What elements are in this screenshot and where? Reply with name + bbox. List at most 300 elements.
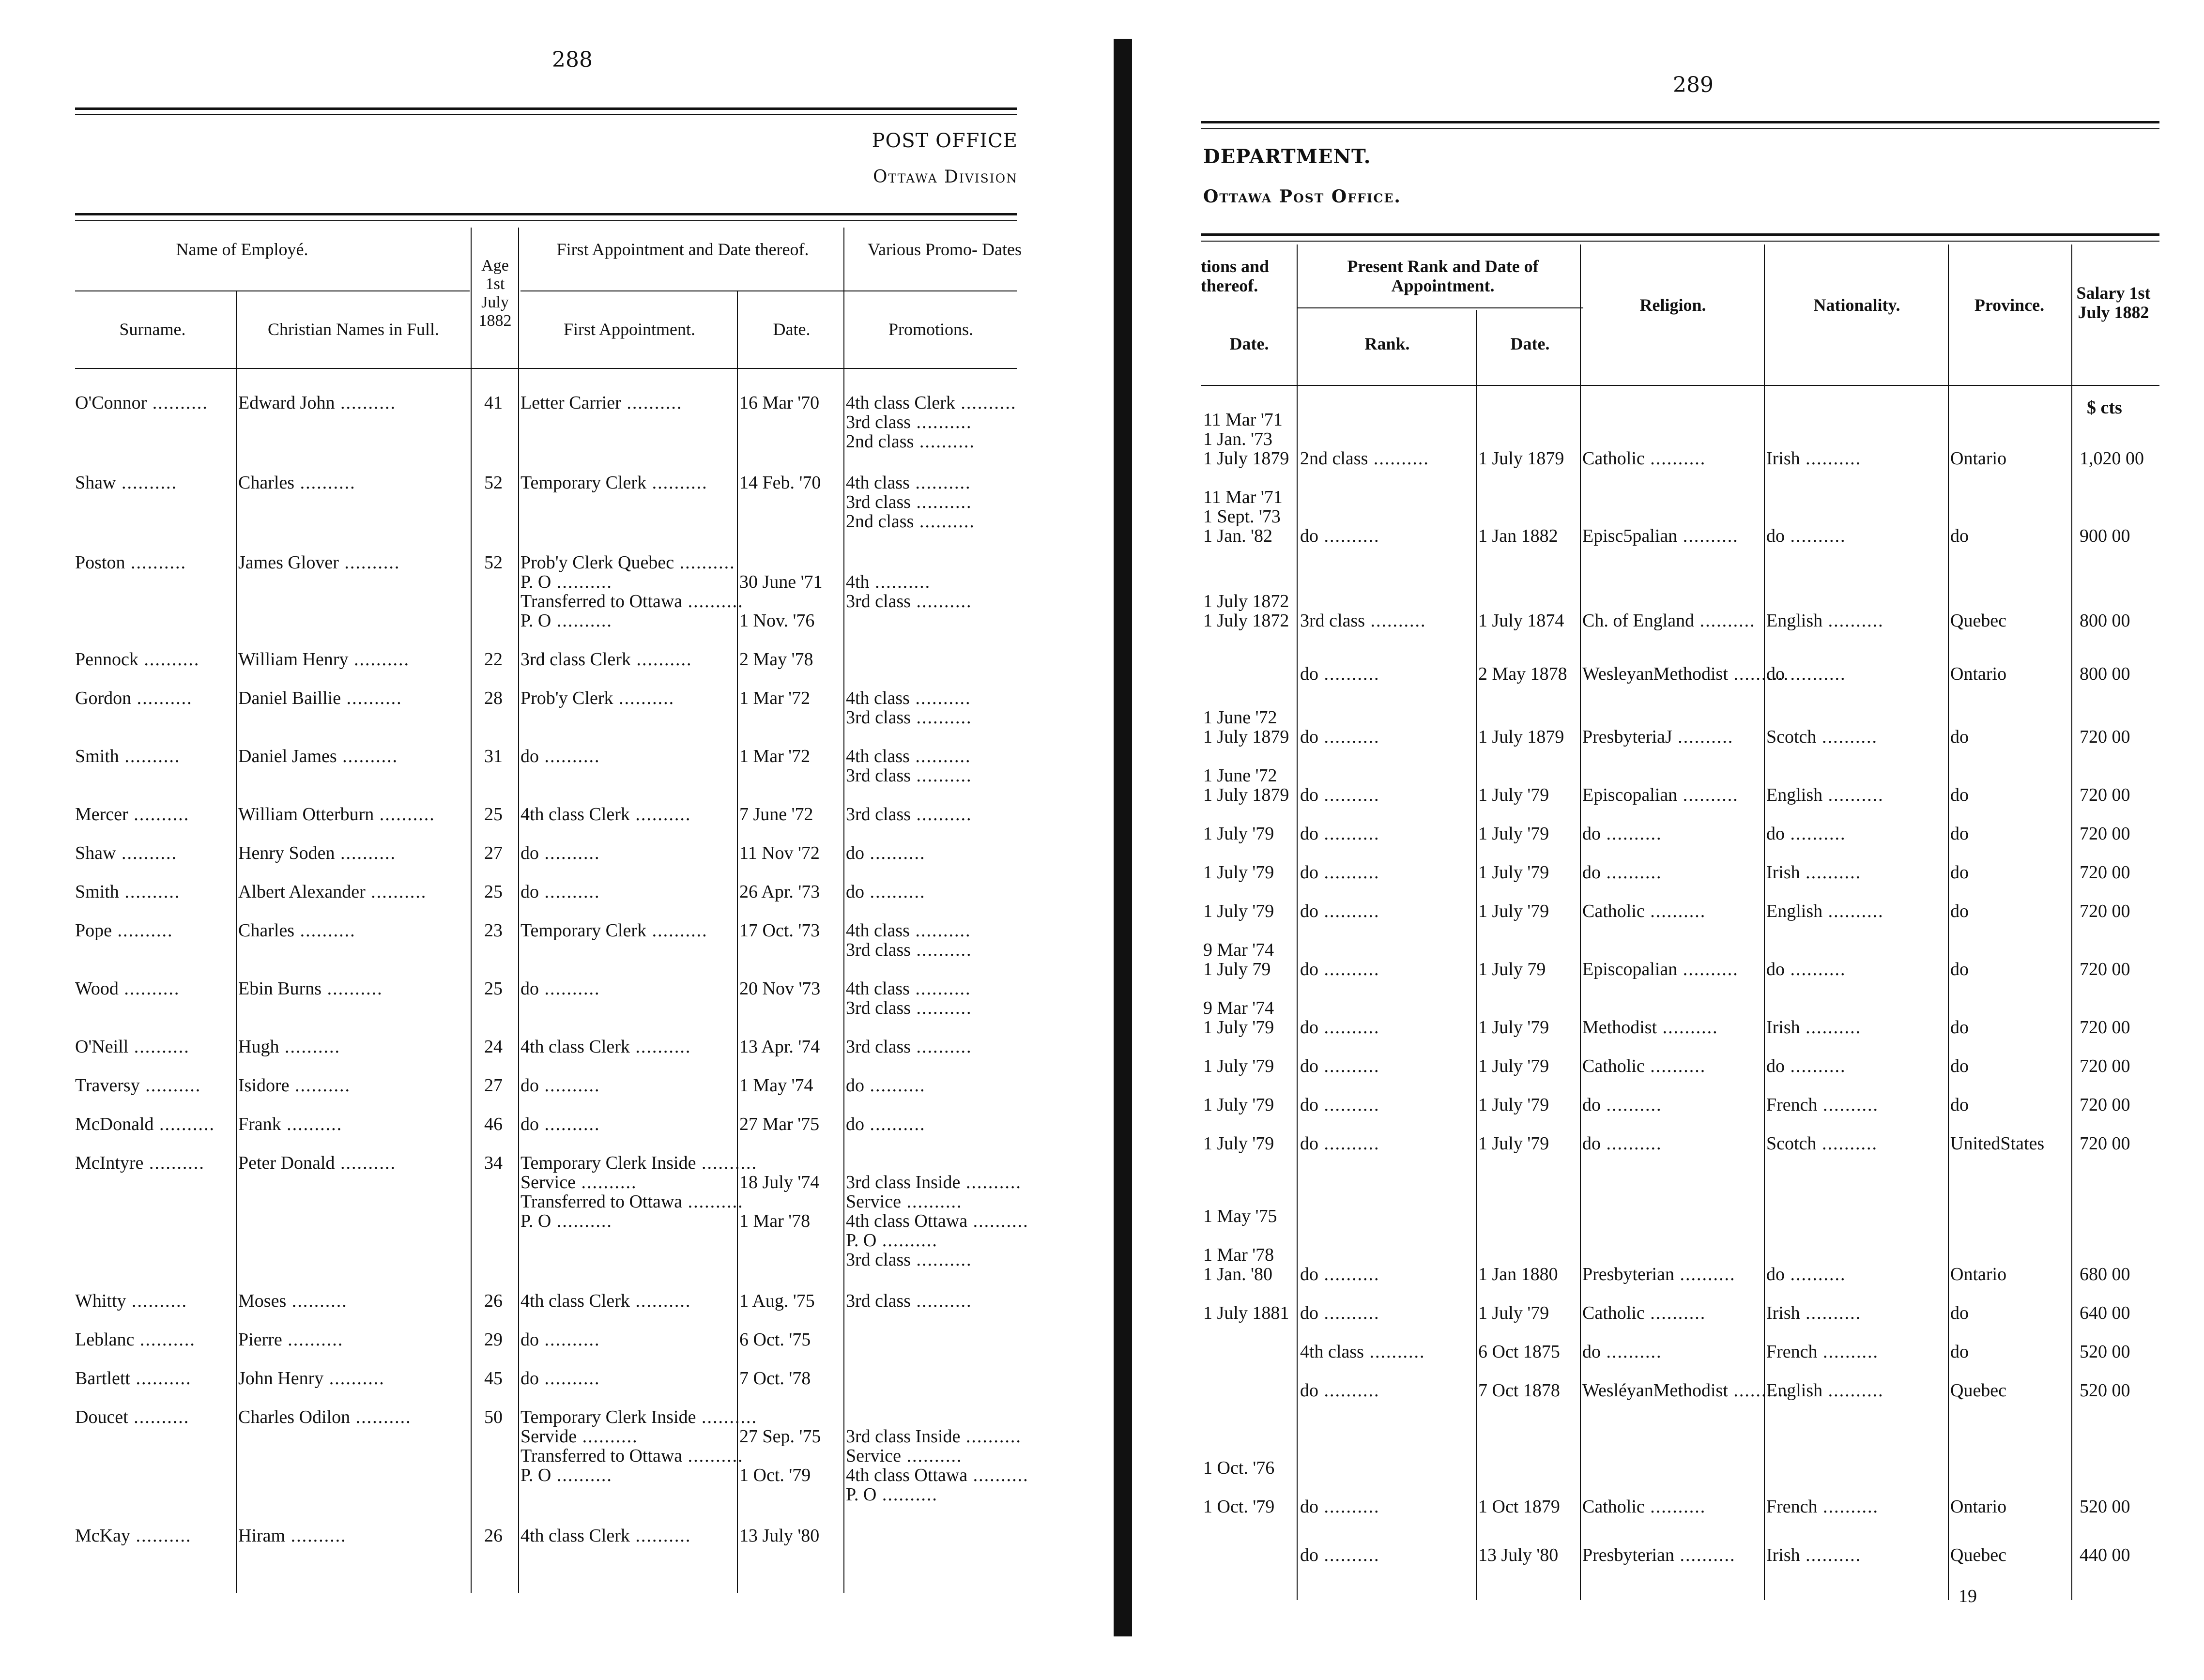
- prior-date-cell: 1 Jan. '73: [1203, 429, 1273, 449]
- promotion-cell: 3rd class .....: [846, 591, 972, 612]
- nationality-cell: English .....: [1766, 1380, 1884, 1401]
- promotion-cell: Service .....: [846, 1191, 962, 1212]
- first-appointment-cell: do .....: [520, 881, 600, 902]
- promotion-cell: 2nd class .....: [846, 511, 975, 532]
- religion-cell: Presbyterian .....: [1582, 1264, 1735, 1285]
- top-rule-thin: [75, 114, 1017, 115]
- appointment-date-cell: 13 July '80: [739, 1526, 820, 1546]
- promotion-cell: 3rd class .....: [846, 707, 972, 728]
- prior-date-cell: 1 July 1872: [1203, 591, 1289, 611]
- religion-cell: do .....: [1582, 862, 1662, 883]
- province-cell: do: [1950, 727, 1969, 747]
- appointment-date-cell: 14 Feb. '70: [739, 473, 821, 493]
- salary-cell: 720 00: [2080, 1095, 2130, 1115]
- appointment-date-cell: 1 Aug. '75: [739, 1291, 815, 1311]
- appointment-date-cell: 11 Nov '72: [739, 843, 820, 863]
- first-appointment-cell: P. O .....: [520, 1465, 612, 1486]
- first-appointment-cell: 3rd class Clerk .....: [520, 649, 692, 670]
- promotion-cell: 4th .....: [846, 571, 931, 593]
- age-cell: 24: [484, 1037, 503, 1057]
- prior-date-cell: 1 June '72: [1203, 765, 1277, 786]
- promotion-cell: 4th class .....: [846, 746, 971, 767]
- appointment-date-cell: 18 July '74: [739, 1172, 820, 1192]
- religion-cell: Methodist .....: [1582, 1017, 1718, 1038]
- appointment-date-cell: 1 Mar '72: [739, 688, 811, 708]
- subhead-rule-3: [845, 290, 1017, 291]
- age-cell: 25: [484, 978, 503, 999]
- promotion-cell: Service .....: [846, 1445, 962, 1466]
- promotion-cell: 4th class .....: [846, 472, 971, 493]
- table-rule: [75, 213, 1017, 215]
- rank-date-cell: 7 Oct 1878: [1478, 1380, 1560, 1401]
- religion-cell: Catholic .....: [1582, 901, 1706, 922]
- age-cell: 25: [484, 882, 503, 902]
- col-divider: [1476, 310, 1477, 1600]
- prior-date-cell: 1 July 1879: [1203, 785, 1289, 805]
- currency-label: $ cts: [2087, 397, 2122, 418]
- promotion-cell: do .....: [846, 1114, 926, 1135]
- rank-date-cell: 1 July '79: [1478, 1303, 1549, 1323]
- age-cell: 50: [484, 1407, 503, 1427]
- surname-cell: Traversy .....: [75, 1075, 201, 1096]
- christian-name-cell: William Otterburn .....: [238, 804, 435, 825]
- religion-cell: Ch. of England .....: [1582, 610, 1756, 631]
- first-appointment-cell: Transferred to Ottawa .....: [520, 591, 744, 612]
- appointment-date-cell: 26 Apr. '73: [739, 882, 820, 902]
- religion-cell: do .....: [1582, 1094, 1662, 1115]
- promotion-cell: 3rd class Inside .....: [846, 1426, 1022, 1447]
- salary-cell: 720 00: [2080, 862, 2130, 883]
- christian-name-cell: Charles Odilon .....: [238, 1406, 412, 1428]
- province-cell: do: [1950, 1095, 1969, 1115]
- first-appointment-cell: 4th class Clerk .....: [520, 1290, 691, 1312]
- rank-date-cell: 1 July 1879: [1478, 448, 1564, 469]
- group-tions-header: tions and thereof.: [1201, 257, 1270, 295]
- promotion-cell: 3rd class .....: [846, 804, 972, 825]
- first-appointment-cell: P. O .....: [520, 610, 612, 631]
- age-cell: 27: [484, 843, 503, 863]
- promotion-cell: do .....: [846, 1075, 926, 1096]
- prior-date-cell: 9 Mar '74: [1203, 940, 1274, 960]
- rank-cell: do .....: [1300, 525, 1380, 547]
- religion-cell: WesléyanMethodist .....: [1582, 1380, 1789, 1401]
- rank-cell: do .....: [1300, 1094, 1380, 1115]
- promotion-cell: 3rd class .....: [846, 1036, 972, 1057]
- surname-cell: Whitty .....: [75, 1290, 187, 1312]
- age-cell: 26: [484, 1291, 503, 1311]
- surname-cell: Smith .....: [75, 746, 180, 767]
- christian-name-cell: Daniel James .....: [238, 746, 398, 767]
- office-title: Ottawa Post Office.: [1203, 186, 1401, 207]
- rank-date-cell: 1 July '79: [1478, 824, 1549, 844]
- surname-cell: McKay .....: [75, 1525, 191, 1546]
- province-cell: do: [1950, 901, 1969, 921]
- first-appointment-cell: Service .....: [520, 1172, 637, 1193]
- promotions-header: Promotions.: [888, 320, 974, 339]
- promotion-cell: P. O .....: [846, 1484, 938, 1505]
- appointment-date-cell: 16 Mar '70: [739, 393, 820, 413]
- first-appointment-header: First Appointment.: [563, 320, 696, 339]
- prior-date-cell: 1 Jan. '80: [1203, 1264, 1273, 1284]
- christian-header: Christian Names in Full.: [268, 320, 439, 339]
- first-appointment-cell: P. O .....: [520, 571, 612, 593]
- surname-cell: Bartlett .....: [75, 1368, 191, 1389]
- binding-gutter: [1114, 39, 1132, 1636]
- appointment-date-cell: 1 Mar '72: [739, 746, 811, 766]
- christian-name-cell: Ebin Burns .....: [238, 978, 383, 999]
- prior-date-cell: 1 July 1879: [1203, 727, 1289, 747]
- nationality-header: Nationality.: [1813, 295, 1900, 315]
- christian-name-cell: William Henry .....: [238, 649, 410, 670]
- religion-cell: PresbyteriaJ .....: [1582, 726, 1733, 748]
- surname-cell: Wood .....: [75, 978, 180, 999]
- promotion-cell: 4th class .....: [846, 920, 971, 941]
- christian-name-cell: Pierre .....: [238, 1329, 343, 1350]
- age-cell: 41: [484, 393, 503, 413]
- salary-cell: 800 00: [2080, 664, 2130, 684]
- religion-cell: Episc5palian .....: [1582, 525, 1739, 547]
- salary-cell: 520 00: [2080, 1497, 2130, 1517]
- salary-cell: 720 00: [2080, 901, 2130, 921]
- religion-header: Religion.: [1639, 295, 1706, 315]
- group-promotions-header: Various Promo- Dates: [868, 240, 1022, 259]
- age-cell: 29: [484, 1329, 503, 1350]
- christian-name-cell: Charles .....: [238, 472, 356, 493]
- rank-cell: do .....: [1300, 663, 1380, 685]
- table-rule: [1201, 233, 2159, 236]
- subhead-rule: [75, 290, 470, 291]
- rank-cell: do .....: [1300, 726, 1380, 748]
- col-divider: [1580, 244, 1581, 1600]
- salary-cell: 440 00: [2080, 1545, 2130, 1565]
- salary-cell: 720 00: [2080, 824, 2130, 844]
- group-age-header: Age 1st July 1882: [478, 257, 512, 330]
- rank-date-cell: 1 July '79: [1478, 862, 1549, 883]
- top-rule: [75, 107, 1017, 110]
- province-cell: Quebec: [1950, 1380, 2007, 1401]
- rank-date-cell: 1 Oct 1879: [1478, 1497, 1560, 1517]
- prior-date-cell: 1 May '75: [1203, 1206, 1277, 1226]
- rank-cell: do .....: [1300, 1496, 1380, 1517]
- surname-header: Surname.: [119, 320, 186, 339]
- first-appointment-cell: Prob'y Clerk .....: [520, 687, 674, 709]
- surname-cell: O'Connor .....: [75, 392, 208, 413]
- province-cell: Quebec: [1950, 611, 2007, 631]
- nationality-cell: English .....: [1766, 901, 1884, 922]
- surname-cell: Mercer .....: [75, 804, 189, 825]
- nationality-cell: do .....: [1766, 663, 1846, 685]
- prior-date-cell: 1 July 79: [1203, 959, 1271, 979]
- first-appointment-cell: do .....: [520, 1114, 600, 1135]
- first-appointment-cell: Prob'y Clerk Quebec .....: [520, 552, 735, 573]
- appointment-date-cell: 20 Nov '73: [739, 978, 821, 999]
- first-appointment-cell: Temporary Clerk .....: [520, 920, 708, 941]
- religion-cell: Presbyterian .....: [1582, 1544, 1735, 1566]
- prior-date-cell: 1 July '79: [1203, 901, 1274, 921]
- age-cell: 52: [484, 552, 503, 573]
- promotion-cell: 4th class Ottawa .....: [846, 1210, 1029, 1232]
- christian-name-cell: Peter Donald .....: [238, 1152, 396, 1174]
- province-cell: Ontario: [1950, 448, 2007, 469]
- promotion-cell: 3rd class .....: [846, 1249, 972, 1270]
- religion-cell: WesleyanMethodist .....: [1582, 663, 1789, 685]
- rank-date-cell: 1 July 79: [1478, 959, 1546, 979]
- section-title: DEPARTMENT.: [1203, 145, 1371, 168]
- col-divider: [471, 228, 472, 1593]
- salary-cell: 800 00: [2080, 611, 2130, 631]
- promotion-cell: 2nd class .....: [846, 431, 975, 452]
- header-bottom-rule: [75, 368, 1017, 369]
- surname-cell: Shaw .....: [75, 472, 177, 493]
- rank-cell: do .....: [1300, 1380, 1380, 1401]
- christian-name-cell: Frank .....: [238, 1114, 342, 1135]
- age-cell: 45: [484, 1368, 503, 1389]
- province-cell: Quebec: [1950, 1545, 2007, 1565]
- rank-cell: 2nd class .....: [1300, 448, 1429, 469]
- promotion-cell: do .....: [846, 842, 926, 864]
- promotion-cell: 4th class Clerk .....: [846, 392, 1016, 413]
- christian-name-cell: Hiram .....: [238, 1525, 347, 1546]
- rank-cell: do .....: [1300, 1264, 1380, 1285]
- christian-name-cell: Daniel Baillie .....: [238, 687, 402, 709]
- first-appointment-cell: do .....: [520, 1368, 600, 1389]
- religion-cell: do .....: [1582, 1133, 1662, 1154]
- table-rule-thin: [75, 220, 1017, 221]
- nationality-cell: Irish .....: [1766, 1544, 1861, 1566]
- nationality-cell: Irish .....: [1766, 448, 1861, 469]
- right-page: [1143, 0, 2204, 1680]
- salary-cell: 680 00: [2080, 1264, 2130, 1284]
- prior-date-cell: 1 Mar '78: [1203, 1245, 1274, 1265]
- christian-name-cell: Hugh .....: [238, 1036, 340, 1057]
- province-cell: UnitedStates: [1950, 1133, 2045, 1154]
- prior-date-cell: 1 Oct. '76: [1203, 1458, 1275, 1478]
- rank-date-cell: 1 Jan 1882: [1478, 526, 1558, 546]
- col-divider: [1948, 244, 1949, 1600]
- province-cell: do: [1950, 959, 1969, 979]
- age-cell: 34: [484, 1153, 503, 1173]
- prior-date-cell: 1 Oct. '79: [1203, 1497, 1275, 1517]
- rank-date-cell: 1 July 1874: [1478, 611, 1564, 631]
- salary-cell: 720 00: [2080, 785, 2130, 805]
- appointment-date-cell: 1 Nov. '76: [739, 611, 815, 631]
- age-cell: 31: [484, 746, 503, 766]
- first-appointment-cell: Transferred to Ottawa .....: [520, 1191, 744, 1212]
- prior-date-cell: 1 July '79: [1203, 1133, 1274, 1154]
- province-cell: do: [1950, 862, 1969, 883]
- rank-date-cell: 1 July '79: [1478, 901, 1549, 921]
- nationality-cell: do .....: [1766, 1055, 1846, 1077]
- first-appointment-cell: 4th class Clerk .....: [520, 1525, 691, 1546]
- section-title: POST OFFICE: [872, 130, 1018, 152]
- promotion-cell: 4th class .....: [846, 687, 971, 709]
- nationality-cell: French .....: [1766, 1341, 1879, 1362]
- col-divider: [236, 290, 237, 1593]
- surname-cell: Pennock .....: [75, 649, 199, 670]
- age-cell: 46: [484, 1114, 503, 1134]
- age-cell: 28: [484, 688, 503, 708]
- group-first-appointment-header: First Appointment and Date thereof.: [556, 240, 809, 259]
- date-header: Date.: [1229, 334, 1269, 353]
- top-rule: [1201, 121, 2159, 123]
- appointment-date-cell: 17 Oct. '73: [739, 920, 820, 941]
- appointment-date-cell: 13 Apr. '74: [739, 1037, 820, 1057]
- rank-date-cell: 1 July '79: [1478, 785, 1549, 805]
- nationality-cell: Scotch .....: [1766, 1133, 1878, 1154]
- christian-name-cell: Moses .....: [238, 1290, 348, 1312]
- promotion-cell: P. O .....: [846, 1230, 938, 1251]
- nationality-cell: French .....: [1766, 1094, 1879, 1115]
- rank-cell: 3rd class .....: [1300, 610, 1426, 631]
- salary-cell: 640 00: [2080, 1303, 2130, 1323]
- province-header: Province.: [1974, 295, 2045, 315]
- col-divider: [2071, 244, 2072, 1600]
- appointment-date-cell: 2 May '78: [739, 649, 813, 670]
- left-page: [0, 0, 1089, 1680]
- first-appointment-cell: 4th class Clerk .....: [520, 1036, 691, 1057]
- salary-cell: 720 00: [2080, 1133, 2130, 1154]
- province-cell: do: [1950, 1342, 1969, 1362]
- appointment-date-cell: 1 May '74: [739, 1075, 813, 1096]
- group-present-rank-header: Present Rank and Date of Appointment.: [1347, 257, 1539, 295]
- age-cell: 27: [484, 1075, 503, 1096]
- salary-cell: 1,020 00: [2080, 448, 2144, 469]
- appointment-date-cell: 1 Mar '78: [739, 1211, 811, 1231]
- first-appointment-cell: do .....: [520, 1329, 600, 1350]
- age-cell: 25: [484, 804, 503, 825]
- first-appointment-cell: Servide .....: [520, 1426, 638, 1447]
- province-cell: Ontario: [1950, 1264, 2007, 1284]
- prior-date-cell: 1 July 1881: [1203, 1303, 1289, 1323]
- prior-date-cell: 1 July '79: [1203, 1095, 1274, 1115]
- promotion-cell: 3rd class Inside .....: [846, 1172, 1022, 1193]
- rank-date-cell: 13 July '80: [1478, 1545, 1559, 1565]
- subhead-rule-2: [520, 290, 845, 291]
- religion-cell: do .....: [1582, 1341, 1662, 1362]
- rank-date-cell: 1 Jan 1880: [1478, 1264, 1558, 1284]
- rank-cell: do .....: [1300, 862, 1380, 883]
- page-number-left: 288: [552, 47, 593, 72]
- salary-cell: 720 00: [2080, 727, 2130, 747]
- rank-cell: do .....: [1300, 1302, 1380, 1324]
- age-cell: 22: [484, 649, 503, 670]
- footer-number: 19: [1959, 1586, 1977, 1606]
- promotion-cell: 3rd class .....: [846, 1290, 972, 1312]
- promotion-cell: 4th class Ottawa .....: [846, 1465, 1029, 1486]
- rank-cell: 4th class .....: [1300, 1341, 1425, 1362]
- header-bottom-rule: [1201, 385, 2159, 386]
- christian-name-cell: Edward John .....: [238, 392, 396, 413]
- first-appointment-cell: do .....: [520, 746, 600, 767]
- first-appointment-cell: P. O .....: [520, 1210, 612, 1232]
- prior-date-cell: 1 July 1879: [1203, 448, 1289, 469]
- rank-date-cell: 1 July '79: [1478, 1056, 1549, 1076]
- rank-cell: do .....: [1300, 959, 1380, 980]
- prior-date-cell: 1 July '79: [1203, 862, 1274, 883]
- promotion-cell: do .....: [846, 881, 926, 902]
- first-appointment-cell: 4th class Clerk .....: [520, 804, 691, 825]
- col-divider: [1297, 244, 1298, 1600]
- appointment-date-cell: 1 Oct. '79: [739, 1465, 811, 1485]
- surname-cell: Smith .....: [75, 881, 180, 902]
- rank-cell: do .....: [1300, 901, 1380, 922]
- age-cell: 23: [484, 920, 503, 941]
- rank-date-cell: 1 July '79: [1478, 1095, 1549, 1115]
- first-appointment-cell: Transferred to Ottawa .....: [520, 1445, 744, 1466]
- salary-cell: 720 00: [2080, 959, 2130, 979]
- province-cell: do: [1950, 785, 1969, 805]
- nationality-cell: do .....: [1766, 1264, 1846, 1285]
- nationality-cell: do .....: [1766, 823, 1846, 844]
- col-divider: [737, 290, 738, 1593]
- rank-cell: do .....: [1300, 784, 1380, 806]
- rank-date-cell: 6 Oct 1875: [1478, 1342, 1560, 1362]
- salary-cell: 900 00: [2080, 526, 2130, 546]
- christian-name-cell: John Henry .....: [238, 1368, 385, 1389]
- rank-cell: do .....: [1300, 1055, 1380, 1077]
- surname-cell: Doucet .....: [75, 1406, 189, 1428]
- province-cell: do: [1950, 1303, 1969, 1323]
- salary-cell: 720 00: [2080, 1056, 2130, 1076]
- promotion-cell: 3rd class .....: [846, 491, 972, 513]
- group-name-header: Name of Employé.: [176, 240, 308, 259]
- province-cell: do: [1950, 526, 1969, 546]
- rank-date-cell: 1 July '79: [1478, 1133, 1549, 1154]
- nationality-cell: do .....: [1766, 959, 1846, 980]
- salary-cell: 520 00: [2080, 1342, 2130, 1362]
- promotion-cell: 3rd class .....: [846, 997, 972, 1019]
- religion-cell: Catholic .....: [1582, 448, 1706, 469]
- rank-date-header: Date.: [1510, 334, 1550, 353]
- rank-cell: do .....: [1300, 1017, 1380, 1038]
- division-title: Ottawa Division: [873, 167, 1018, 187]
- prior-date-cell: 9 Mar '74: [1203, 998, 1274, 1018]
- prior-date-cell: 1 July '79: [1203, 1056, 1274, 1076]
- nationality-cell: French .....: [1766, 1496, 1879, 1517]
- province-cell: do: [1950, 1056, 1969, 1076]
- first-appointment-cell: do .....: [520, 1075, 600, 1096]
- rank-date-cell: 1 July 1879: [1478, 727, 1564, 747]
- top-rule-thin: [1201, 128, 2159, 129]
- surname-cell: Shaw .....: [75, 842, 177, 864]
- nationality-cell: English .....: [1766, 784, 1884, 806]
- salary-cell: 520 00: [2080, 1380, 2130, 1401]
- subhead-rule: [1298, 307, 1583, 308]
- christian-name-cell: Albert Alexander .....: [238, 881, 427, 902]
- nationality-cell: Irish .....: [1766, 1302, 1861, 1324]
- religion-cell: Catholic .....: [1582, 1302, 1706, 1324]
- appointment-date-cell: 6 Oct. '75: [739, 1329, 811, 1350]
- christian-name-cell: Henry Soden .....: [238, 842, 396, 864]
- prior-date-cell: 1 July '79: [1203, 824, 1274, 844]
- appointment-date-cell: 27 Mar '75: [739, 1114, 820, 1134]
- surname-cell: Leblanc .....: [75, 1329, 196, 1350]
- age-cell: 52: [484, 473, 503, 493]
- rank-header: Rank.: [1364, 334, 1410, 353]
- appointment-date-cell: 7 June '72: [739, 804, 813, 825]
- page-number-right: 289: [1673, 73, 1714, 97]
- prior-date-cell: 1 Sept. '73: [1203, 506, 1281, 527]
- surname-cell: McDonald .....: [75, 1114, 215, 1135]
- nationality-cell: Scotch .....: [1766, 726, 1878, 748]
- rank-cell: do .....: [1300, 1544, 1380, 1566]
- rank-date-cell: 1 July '79: [1478, 1017, 1549, 1038]
- province-cell: Ontario: [1950, 1497, 2007, 1517]
- prior-date-cell: 11 Mar '71: [1203, 410, 1283, 430]
- religion-cell: Catholic .....: [1582, 1055, 1706, 1077]
- appointment-date-cell: 30 June '71: [739, 572, 823, 592]
- first-appointment-cell: Letter Carrier .....: [520, 392, 682, 413]
